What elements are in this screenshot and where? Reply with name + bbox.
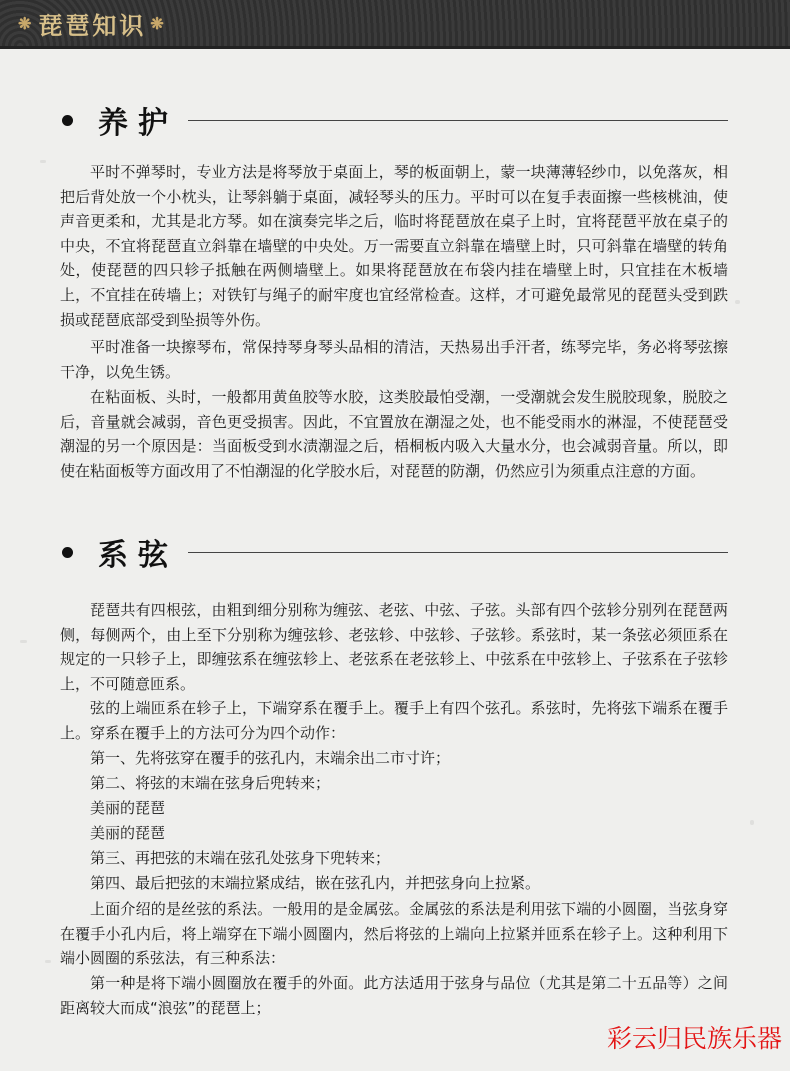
paragraph: 第一、先将弦穿在覆手的弦孔内，末端余出二市寸许； [90, 749, 451, 767]
cloud-ornament-icon: ❋ [150, 13, 167, 33]
paper-texture [750, 820, 754, 825]
header-title: 琵琶知识 [38, 10, 147, 40]
cloud-ornament-icon: ❋ [18, 13, 35, 33]
paragraph: 琵琶共有四根弦，由粗到细分别称为缠弦、老弦、中弦、子弦。头部有四个弦轸分别列在琵琶两侧，每侧两个，由上至下分别称为缠弦轸、老弦轸、中弦轸、子弦轸。系弦时，某一条弦必须匝系在规定的一只轸子上，即缠弦系在缠弦轸上、老弦系在老弦轸上、中弦系在中弦轸上、子弦系在子弦轸上，不可随意匝系。 [60, 601, 728, 693]
paragraph: 第三、再把弦的末端在弦孔处弦身下兜转来； [90, 849, 391, 867]
paragraph: 平时准备一块擦琴布，常保持琴身琴头品相的清洁，天热易出手汗者，练琴完毕，务必将琴弦擦干净，以免生锈。 [60, 338, 728, 381]
watermark-text: 彩云归民族乐器 [606, 1024, 782, 1053]
paragraph: 美丽的琵琶 [90, 824, 166, 842]
paragraph: 上面介绍的是丝弦的系法。一般用的是金属弦。金属弦的系法是利用弦下端的小圆圈，当弦身穿在覆手小孔内后，将上端穿在下端小圆圈内，然后将弦的上端向上拉紧并匝系在轸子上。这种利用下端小圆圈的系弦法，有三种系法： [60, 900, 728, 968]
paper-texture [735, 300, 740, 304]
paragraph: 第一种是将下端小圆圈放在覆手的外面。此方法适用于弦身与品位（尤其是第二十五品等）之间距离较大而成“浪弦”的琵琶上； [60, 974, 728, 1017]
bullet-icon [62, 547, 73, 558]
paragraph: 在粘面板、头时，一般都用黄鱼胶等水胶，这类胶最怕受潮，一受潮就会发生脱胶现象，脱胶之后，音量就会减弱，音色更受损害。因此，不宜置放在潮湿之处，也不能受雨水的淋湿，不使琵琶受潮湿的另一个原因是：当面板受到水渍潮湿之后，梧桐板内吸入大量水分，也会减弱音量。所以，即使在粘面板等方面改用了不怕潮湿的化学胶水后，对琵琶的防潮，仍然应引为须重点注意的方面。 [60, 388, 728, 480]
bullet-icon [62, 115, 73, 126]
paragraph: 弦的上端匝系在轸子上，下端穿系在覆手上。覆手上有四个弦孔。系弦时，先将弦下端系在覆手上。穿系在覆手上的方法可分为四个动作： [60, 699, 728, 742]
paragraph: 第二、将弦的末端在弦身后兜转来； [90, 774, 331, 792]
paper-texture [40, 160, 46, 163]
section-title: 系弦 [98, 538, 178, 573]
section-divider [188, 120, 728, 121]
paragraph: 第四、最后把弦的末端拉紧成结，嵌在弦孔内，并把弦身向上拉紧。 [90, 874, 541, 892]
section-divider [188, 552, 728, 553]
header-bar [0, 0, 790, 49]
section-heading [62, 530, 728, 574]
header-title-group [18, 6, 167, 40]
paragraph: 美丽的琵琶 [90, 799, 166, 817]
section-heading [62, 98, 728, 142]
paper-texture [20, 640, 27, 643]
paper-texture [45, 960, 51, 963]
paragraph: 平时不弹琴时，专业方法是将琴放于桌面上，琴的板面朝上，蒙一块薄薄轻纱巾，以免落灰，相把后背处放一个小枕头，让琴斜躺于桌面，减轻琴头的压力。平时可以在复手表面擦一些核桃油，使声音更柔和，尤其是北方琴。如在演奏完毕之后，临时将琵琶放在桌子上时，宜将琵琶平放在桌子的中央，不宜将琵琶直立斜靠在墙壁的中央处。万一需要直立斜靠在墙壁上时，只可斜靠在墙壁的转角处，使琵琶的四只轸子抵触在两侧墙壁上。如果将琵琶放在布袋内挂在墙壁上时，只宜挂在木板墙上，不宜挂在砖墙上；对铁钉与绳子的耐牢度也宜经常检查。这样，才可避免最常见的琵琶头受到跌损或琵琶底部受到坠损等外伤。 [60, 163, 728, 329]
section-title: 养护 [98, 106, 178, 141]
